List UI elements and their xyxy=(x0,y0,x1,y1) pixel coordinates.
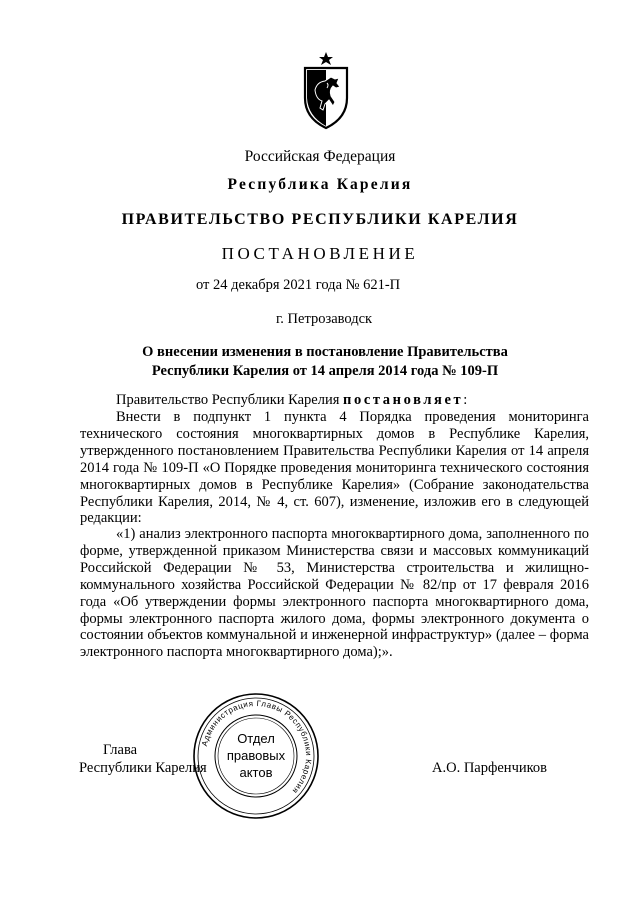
document-city: г. Петрозаводск xyxy=(276,311,373,327)
stamp-line-3: актов xyxy=(239,765,273,780)
signature-title: Глава xyxy=(103,742,138,758)
subject-line-2: Республики Карелия от 14 апреля 2014 года № 109-П xyxy=(151,363,499,379)
intro-suffix: : xyxy=(463,392,468,408)
signature-org: Республики Карелия xyxy=(79,760,207,776)
stamp-line-1: Отдел xyxy=(237,731,275,746)
country-name: Российская Федерация xyxy=(244,148,396,165)
body-paragraph-1: Внести в подпункт 1 пункта 4 Порядка проведения мониторинга технического состояния многоквартирных домов в Республике Карелия, утвержденного постановлением Правительства Республики Карелия от 14 апреля 2014 года № 109-П «О Порядке проведения мониторинга технического состояния многоквартирных домов в Республике Карелия» (Собрание законодательства Республики Карелия, 2014, № 4, ст. 607), изменение, изложив его в следующей редакции: xyxy=(80,409,589,527)
document-subject xyxy=(80,343,570,381)
official-stamp xyxy=(190,690,322,822)
coat-of-arms-emblem xyxy=(299,50,353,130)
subject-line-1: О внесении изменения в постановление Правительства xyxy=(142,344,508,360)
republic-name: Республика Карелия xyxy=(227,176,413,193)
document-type: ПОСТАНОВЛЕНИЕ xyxy=(221,244,419,263)
stamp-ring-text: Администрация Главы Республики Карелия xyxy=(200,698,314,796)
government-title: ПРАВИТЕЛЬСТВО РЕСПУБЛИКИ КАРЕЛИЯ xyxy=(121,211,519,228)
intro-prefix: Правительство Республики Карелия xyxy=(116,392,344,408)
signatory-name: А.О. Парфенчиков xyxy=(432,760,548,776)
document-date-number: от 24 декабря 2021 года № 621-П xyxy=(196,277,401,293)
intro-paragraph xyxy=(80,392,589,409)
intro-decree-word: постановляет xyxy=(343,392,464,408)
stamp-line-2: правовых xyxy=(226,748,286,763)
body-paragraph-2: «1) анализ электронного паспорта многоквартирного дома, заполненного по форме, утвержденной приказом Министерства связи и массовых коммуникаций Российской Федерации № 53, Министерства строительства и жилищно-коммунального хозяйства Российской Федерации № 82/пр от 17 февраля 2016 года «Об утверждении формы электронного паспорта многоквартирного дома, формы электронного паспорта жилого дома, формы электронного документа о состоянии объектов коммунальной и инженерной инфраструктур» (далее – форма электронного паспорта многоквартирного дома);». xyxy=(80,526,589,661)
